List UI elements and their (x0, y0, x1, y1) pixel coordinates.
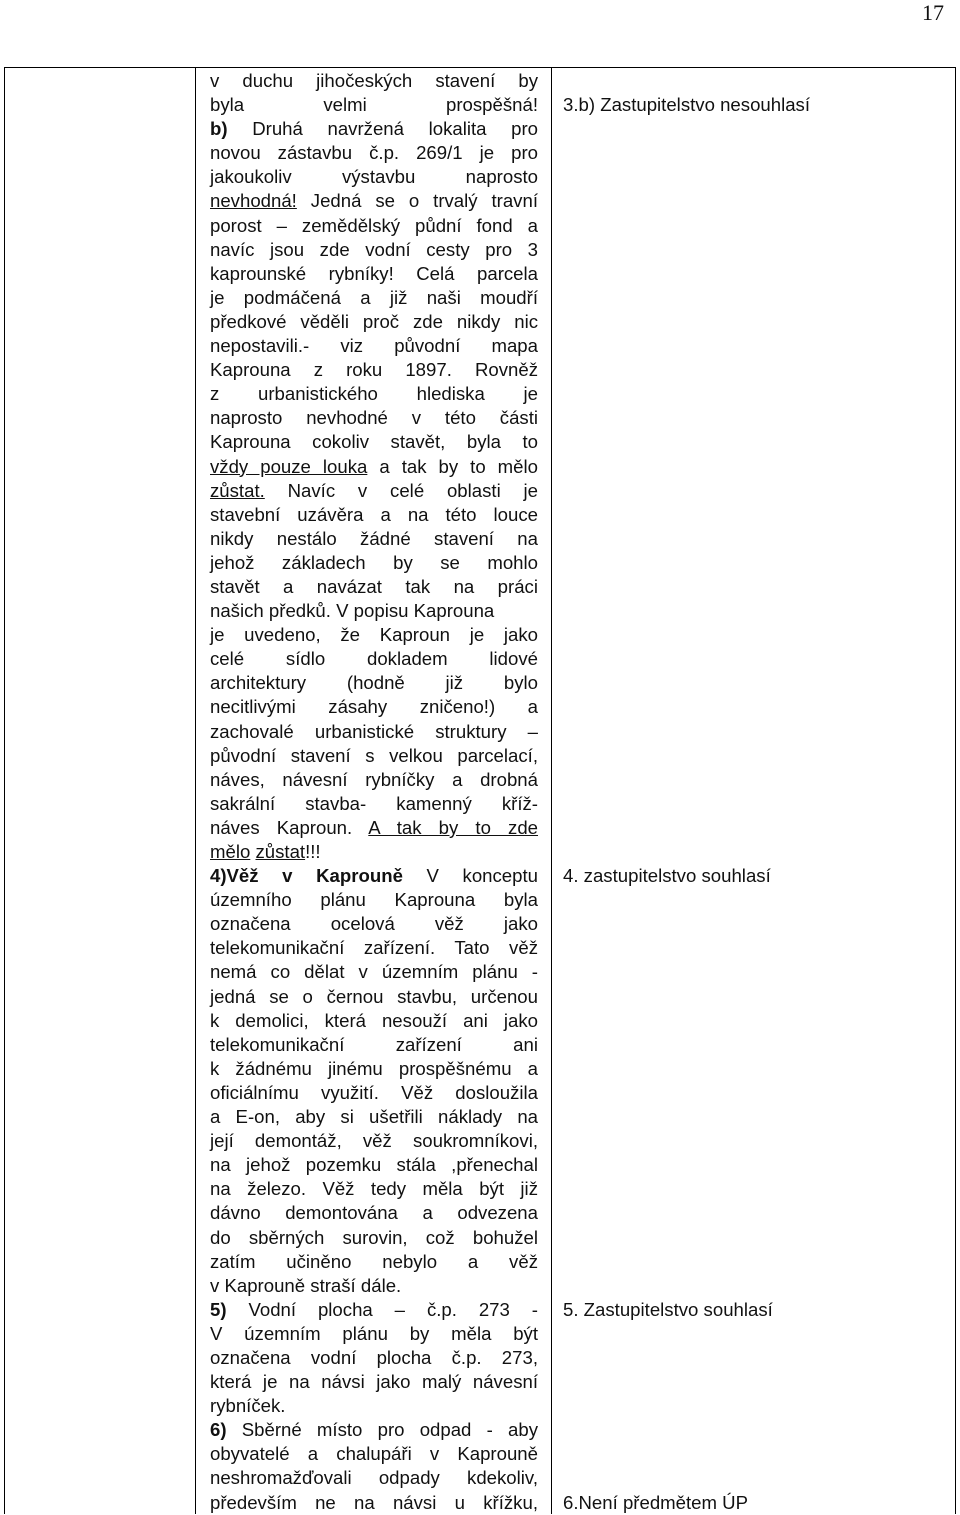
text-line (210, 1466, 538, 1490)
text-segment: do sběrných surovin, což bohužel (210, 1226, 538, 1248)
text-line (210, 358, 538, 382)
text-segment: k demolici, která nesouží ani jako (210, 1009, 538, 1031)
text-segment: označena ocelová věž jako (210, 913, 538, 935)
text-line (210, 1057, 538, 1081)
text-segment: V konceptu (402, 865, 538, 887)
text-segment: necitlivými zásahy zničeno!) a (210, 696, 538, 718)
decision-note: 6.Není předmětem ÚP (563, 1491, 748, 1513)
text-line (210, 864, 538, 888)
text-segment: našich předků. V popisu Kaprouna (210, 600, 495, 622)
text-line (210, 1394, 538, 1418)
text-segment: 6) (210, 1419, 227, 1441)
text-segment: naprosto nevhodné v této části (210, 407, 538, 429)
text-segment: kaprounské rybníky! Celá parcela (210, 262, 538, 284)
text-line (210, 960, 538, 984)
text-segment: především ne na návsi u křížku, (210, 1491, 538, 1513)
text-line (210, 141, 538, 165)
text-line (210, 479, 538, 503)
text-segment: náves, návesní rybníčky a drobná (210, 768, 538, 790)
text-segment: zůstat (255, 841, 306, 862)
text-segment: nikdy nestálo žádné stavení na (210, 527, 538, 549)
text-segment: architektury (hodně již bylo (210, 672, 538, 694)
text-segment: mělo (210, 841, 251, 862)
text-line (210, 1250, 538, 1274)
text-segment: na železo. Věž tedy měla být již (210, 1178, 538, 1200)
text-line (210, 117, 538, 141)
text-segment: stavět a navázat tak na práci (210, 575, 538, 597)
text-segment: obyvatelé a chalupáři v Kaprouně (210, 1443, 538, 1465)
text-line (210, 1274, 538, 1298)
text-line (210, 1442, 538, 1466)
text-segment: Sběrné místo pro odpad - aby (226, 1419, 538, 1441)
text-segment: k žádnému jinému prospěšnému a (210, 1057, 538, 1079)
text-segment: je uvedeno, že Kaproun je jako (210, 624, 538, 646)
text-line (210, 334, 538, 358)
text-line (210, 1370, 538, 1394)
text-segment: Navíc v celé oblasti je (264, 479, 538, 501)
text-line (210, 455, 538, 479)
text-line (210, 599, 538, 623)
text-line (210, 406, 538, 430)
text-line (210, 816, 538, 840)
text-segment: jehož základech by se mohlo (210, 551, 538, 573)
text-segment: V územním plánu by měla být (210, 1322, 538, 1344)
text-segment: celé sídlo dokladem lidové (210, 648, 538, 670)
text-segment: předkové věděli proč zde nikdy nic (210, 310, 538, 332)
text-segment: porost – zemědělský půdní fond a (210, 214, 538, 236)
text-line (210, 936, 538, 960)
text-line (210, 1418, 538, 1442)
text-line (210, 1081, 538, 1105)
text-segment: !!! (305, 841, 321, 862)
text-line (210, 1033, 538, 1057)
text-line (210, 1009, 538, 1033)
text-segment: Kaprouna cokoliv stavět, byla to (210, 431, 538, 453)
text-line (210, 69, 538, 93)
text-line (210, 189, 538, 213)
text-segment: jakoukoliv výstavbu naprosto (210, 166, 538, 188)
text-line (210, 647, 538, 671)
page-number: 17 (922, 0, 944, 25)
text-line (210, 1298, 538, 1322)
text-line (210, 1491, 538, 1515)
text-line (210, 792, 538, 816)
text-segment: rybníček. (210, 1395, 286, 1417)
text-segment: Vodní plocha – č.p. 273 - (226, 1298, 538, 1320)
text-segment: oficiálnímu využití. Věž dosloužila (210, 1081, 538, 1103)
text-line (210, 382, 538, 406)
objection-text (210, 69, 538, 1515)
text-segment: náves Kaproun. (210, 816, 369, 838)
text-line (210, 744, 538, 768)
text-line (210, 888, 538, 912)
text-line (210, 430, 538, 454)
text-line (210, 551, 538, 575)
text-segment: nemá co dělat v územním plánu - (210, 961, 538, 983)
text-segment: a tak by to mělo (367, 455, 538, 477)
text-line (210, 527, 538, 551)
text-line (210, 1201, 538, 1225)
text-segment: původní stavení s velkou parcelací, (210, 744, 538, 766)
text-line (210, 93, 538, 117)
text-segment: stavební uzávěra a na této louce (210, 503, 538, 525)
text-line (210, 238, 538, 262)
text-segment: nevhodná! (210, 190, 297, 212)
text-line (210, 165, 538, 189)
text-line (210, 623, 538, 647)
text-segment: územního plánu Kaprouna byla (210, 889, 538, 911)
text-line (210, 1226, 538, 1250)
text-segment: A tak by to zde (368, 816, 539, 838)
text-segment: označena vodní plocha č.p. 273, (210, 1346, 538, 1368)
text-segment: její demontáž, věž soukromníkovi, (210, 1130, 538, 1152)
text-line (210, 286, 538, 310)
text-line (210, 985, 538, 1009)
text-line (210, 695, 538, 719)
text-segment: a E-on, aby si ušetřili náklady na (210, 1106, 538, 1128)
text-segment: neshromažďovali odpady kdekoliv, (210, 1467, 538, 1489)
text-line (210, 1346, 538, 1370)
text-line (210, 503, 538, 527)
decision-note: 5. Zastupitelstvo souhlasí (563, 1299, 773, 1321)
text-line (210, 720, 538, 744)
text-line (210, 912, 538, 936)
text-segment: z urbanistického hlediska je (210, 383, 538, 405)
text-line (210, 768, 538, 792)
text-segment: v Kaprouně straší dále. (210, 1274, 402, 1296)
text-segment: 4)Věž v Kaprouně (210, 865, 403, 887)
text-line (210, 840, 538, 864)
text-segment: Kaprouna z roku 1897. Rovněž (210, 359, 538, 381)
text-segment: zachovalé urbanistické struktury – (210, 720, 538, 742)
text-segment: v duchu jihočeských stavení by (210, 70, 538, 91)
text-segment: zatím učiněno nebylo a věž (210, 1250, 538, 1272)
text-segment: dávno demontována a odvezena (210, 1202, 538, 1224)
table-column-empty (4, 67, 196, 1514)
text-line (210, 262, 538, 286)
text-line (210, 310, 538, 334)
text-segment: vždy pouze louka (210, 455, 368, 477)
text-segment: která je na návsi jako malý návesní (210, 1371, 538, 1393)
text-segment: byla velmi prospěšná! (210, 94, 538, 116)
text-segment: novou zástavbu č.p. 269/1 je pro (210, 142, 538, 164)
text-line (210, 1322, 538, 1346)
text-line (210, 671, 538, 695)
text-line (210, 1177, 538, 1201)
text-segment: telekomunikační zařízení ani (210, 1033, 538, 1055)
text-segment: 5) (210, 1298, 227, 1320)
text-line (210, 575, 538, 599)
decision-note: 4. zastupitelstvo souhlasí (563, 865, 771, 887)
text-segment: telekomunikační zařízení. Tato věž (210, 937, 538, 959)
text-segment: zůstat. (210, 479, 265, 501)
text-line (210, 1153, 538, 1177)
text-line (210, 1105, 538, 1129)
text-line (210, 1129, 538, 1153)
text-segment: Druhá navržená lokalita pro (227, 118, 538, 140)
text-segment: b) (210, 118, 228, 140)
text-segment: sakrální stavba- kamenný kříž- (210, 792, 538, 814)
text-segment: nepostavili.- viz původní mapa (210, 335, 538, 357)
text-line (210, 214, 538, 238)
decision-note: 3.b) Zastupitelstvo nesouhlasí (563, 94, 811, 116)
text-segment: navíc jsou zde vodní cesty pro 3 (210, 238, 538, 260)
text-segment: na jehož pozemku stála ,přenechal (210, 1154, 538, 1176)
text-segment: jedná se o černou stavbu, určenou (210, 985, 538, 1007)
text-segment: Jedná se o trvalý travní (296, 190, 538, 212)
text-segment: je podmáčená a již naši moudří (210, 286, 538, 308)
